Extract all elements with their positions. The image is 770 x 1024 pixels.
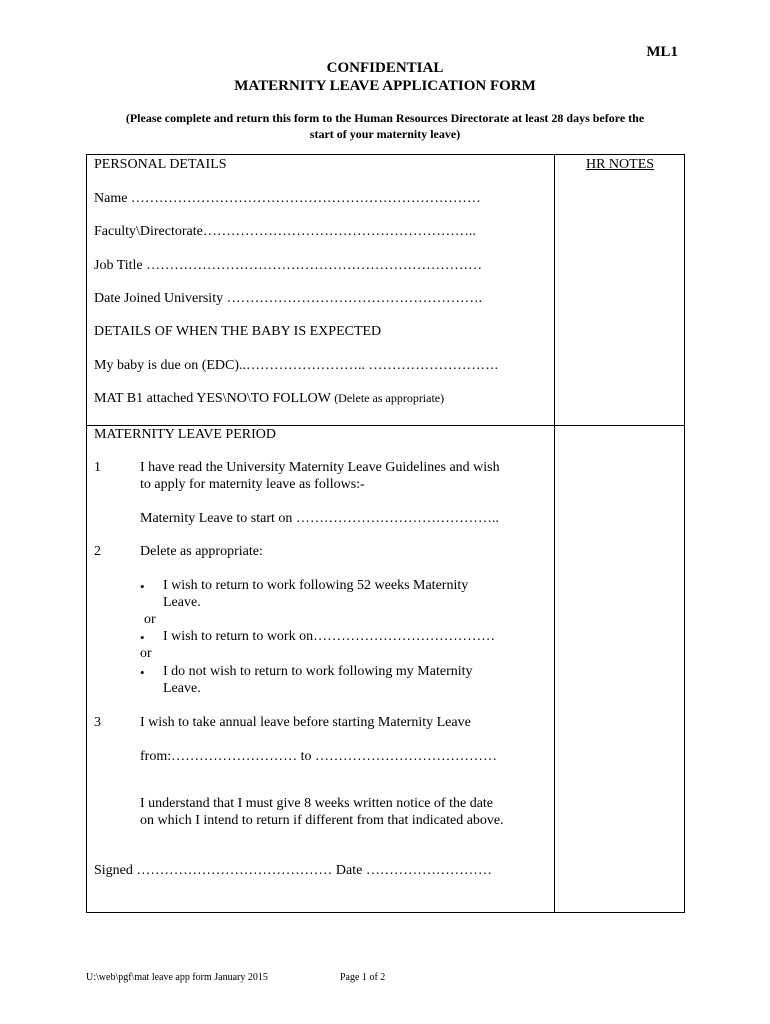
- form-table: [86, 154, 685, 913]
- mat-b1-field[interactable]: [94, 391, 444, 407]
- item2-text: Delete as appropriate:: [140, 544, 263, 559]
- option2-field[interactable]: I wish to return to work on…………………………………: [163, 629, 496, 644]
- item-number-3: 3: [94, 715, 101, 730]
- bullet-icon: •: [140, 579, 145, 594]
- baby-details-heading: DETAILS OF WHEN THE BABY IS EXPECTED: [94, 324, 382, 339]
- option1-line1[interactable]: I wish to return to work following 52 weeks Maternity: [163, 578, 469, 593]
- item1-line1: I have read the University Maternity Leave Guidelines and wish: [140, 460, 500, 475]
- notice-line2: on which I intend to return if different from that indicated above.: [140, 813, 504, 828]
- item-number-1: 1: [94, 460, 101, 475]
- or-label-2: or: [140, 646, 152, 661]
- instructions-line1: (Please complete and return this form to the Human Resources Directorate at least 28 days before the: [125, 111, 645, 125]
- job-title-field[interactable]: Job Title ………………………………………………………………: [94, 258, 483, 273]
- bullet-icon: •: [140, 630, 145, 645]
- notice-line1: I understand that I must give 8 weeks written notice of the date: [140, 796, 494, 811]
- bullet-icon: •: [140, 665, 145, 680]
- item-number-2: 2: [94, 544, 101, 559]
- or-label-1: or: [144, 612, 156, 627]
- due-date-field[interactable]: My baby is due on (EDC)..…………………….. ……………………….: [94, 358, 499, 373]
- mat-b1-label: MAT B1 attached YES\NO\TO FOLLOW: [94, 391, 331, 406]
- personal-details-heading: PERSONAL DETAILS: [94, 157, 227, 172]
- instructions: [100, 110, 670, 142]
- item3-text: I wish to take annual leave before starting Maternity Leave: [140, 715, 471, 730]
- option3-line2: Leave.: [163, 681, 201, 696]
- footer-file-path: U:\web\pgf\mat leave app form January 2015: [86, 972, 268, 983]
- option3-line1[interactable]: I do not wish to return to work following my Maternity: [163, 664, 473, 679]
- annual-leave-dates-field[interactable]: from:……………………… to …………………………………: [140, 749, 497, 764]
- item1-line2: to apply for maternity leave as follows:-: [140, 477, 365, 492]
- leave-start-field[interactable]: Maternity Leave to start on ……………………………………..: [140, 511, 499, 526]
- section-divider: [87, 425, 684, 426]
- instructions-line2: start of your maternity leave): [309, 127, 461, 141]
- footer-page-number: Page 1 of 2: [340, 972, 386, 983]
- date-joined-field[interactable]: Date Joined University ……………………………………………….: [94, 291, 483, 306]
- mat-b1-note: (Delete as appropriate): [334, 391, 445, 405]
- leave-period-heading: MATERNITY LEAVE PERIOD: [94, 427, 276, 442]
- faculty-field[interactable]: Faculty\Directorate…………………………………………………..: [94, 224, 476, 239]
- name-field[interactable]: Name …………………………………………………………………: [94, 191, 481, 206]
- signature-date-field[interactable]: Signed …………………………………… Date ………………………: [94, 863, 492, 878]
- hr-notes-heading: HR NOTES: [585, 157, 655, 172]
- confidential-label: CONFIDENTIAL: [326, 60, 444, 76]
- form-title: MATERNITY LEAVE APPLICATION FORM: [234, 78, 536, 94]
- column-divider: [554, 155, 555, 912]
- form-code: ML1: [646, 44, 678, 60]
- option1-line2: Leave.: [163, 595, 201, 610]
